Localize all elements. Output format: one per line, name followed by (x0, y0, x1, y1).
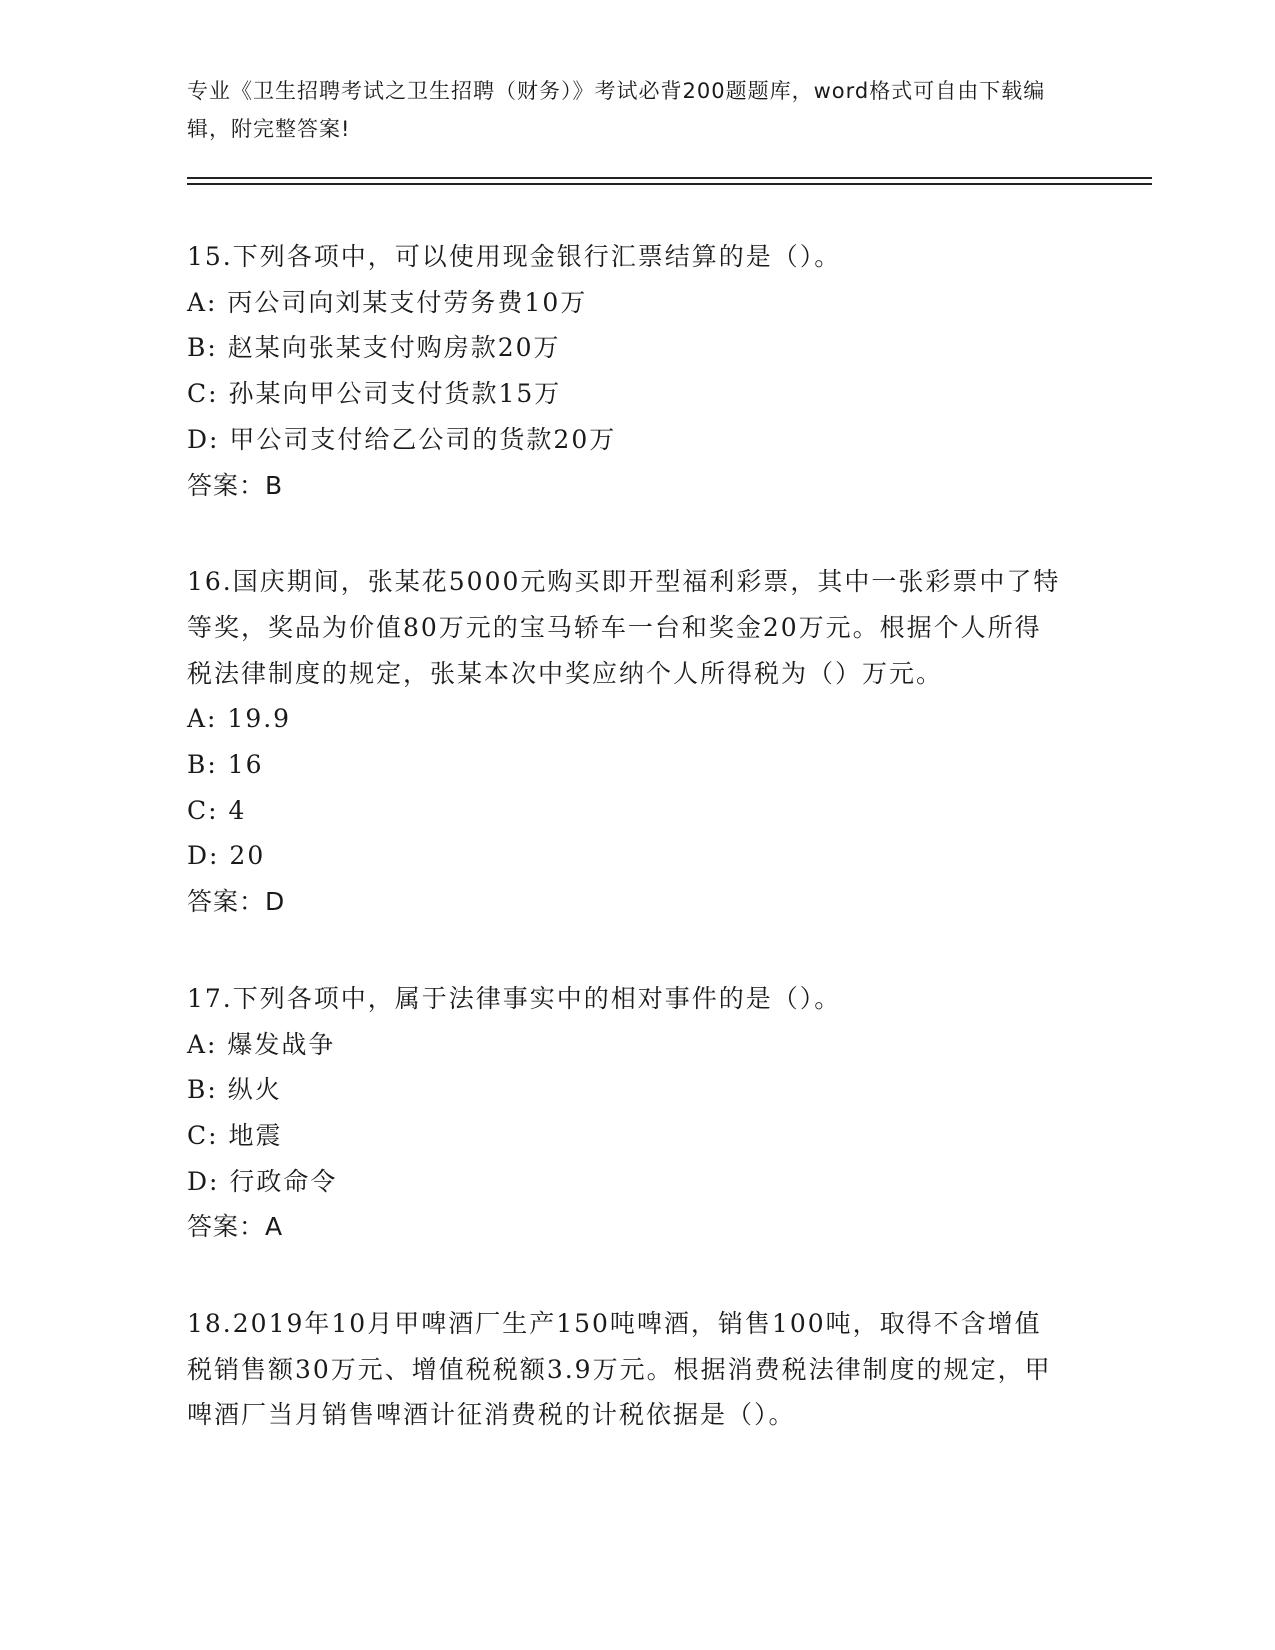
option-c: C: 4 (187, 795, 247, 825)
option-b: B: 纵火 (187, 1075, 282, 1105)
option-c: C: 孙某向甲公司支付货款15万 (187, 379, 562, 409)
option-b: B: 赵某向张某支付购房款20万 (187, 333, 561, 363)
answer: 答案：A (187, 1212, 284, 1242)
option-c: C: 地震 (187, 1120, 283, 1150)
question-stem: 16.国庆期间，张某花5000元购买即开型福利彩票，其中一张彩票中了特等奖，奖品为价值80万元的宝马轿车一台和奖金20万元。根据个人所得税法律制度的规定，张某本次中奖应纳个人所得税为（）万元。 (187, 567, 1061, 688)
option-b: B: 16 (187, 750, 264, 780)
answer: 答案：B (187, 470, 284, 500)
header-divider-top (187, 177, 1152, 179)
document-header: 专业《卫生招聘考试之卫生招聘（财务）》考试必背200题题库，word格式可自由下载编辑，附完整答案! (187, 79, 1046, 141)
option-a: A: 爆发战争 (187, 1029, 336, 1059)
question-stem: 17.下列各项中，属于法律事实中的相对事件的是（）。 (187, 983, 842, 1013)
question-16 (187, 559, 1067, 925)
option-d: D: 甲公司支付给乙公司的货款20万 (187, 424, 617, 454)
question-15 (187, 234, 1067, 508)
header-divider-bottom (187, 183, 1152, 185)
question-list (187, 234, 1067, 1489)
option-a: A: 丙公司向刘某支付劳务费10万 (187, 287, 588, 317)
question-stem: 18.2019年10月甲啤酒厂生产150吨啤酒，销售100吨，取得不含增值税销售额30万元、增值税税额3.9万元。根据消费税法律制度的规定，甲啤酒厂当月销售啤酒计征消费税的计税依据是（）。 (187, 1309, 1052, 1430)
option-a: A: 19.9 (187, 704, 292, 734)
answer: 答案：D (187, 887, 286, 917)
option-d: D: 行政命令 (187, 1166, 338, 1196)
question-17 (187, 976, 1067, 1250)
option-d: D: 20 (187, 841, 266, 871)
question-18 (187, 1301, 1067, 1438)
question-stem: 15.下列各项中，可以使用现金银行汇票结算的是（）。 (187, 242, 842, 271)
